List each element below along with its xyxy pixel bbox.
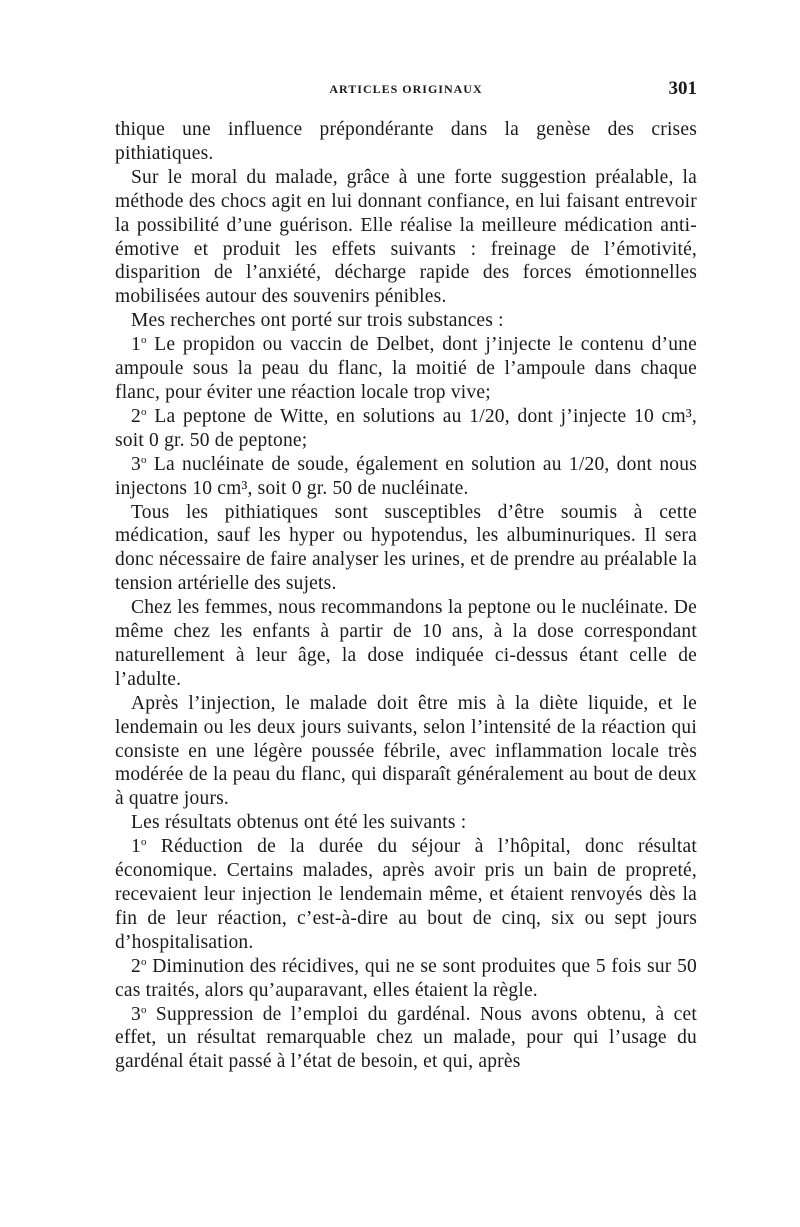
ordinal-suffix: o [140,955,147,968]
item-number: 2 [131,955,141,977]
ordinal-suffix: o [140,1003,147,1016]
paragraph-text: thique une influence prépondérante dans la genèse des crises pithiatiques. [115,119,697,164]
paragraph [115,692,697,812]
paragraph-text: Après l’injection, le malade doit être mis à la diète liquide, et le lendemain ou les deux jours suivants, selon l’intensité de la réaction qui consiste en une légère poussée fébrile, avec inflammation locale très modérée de la peau du flanc, qui disparaît généralement au bout de deux à quatre jours. [115,692,697,810]
ordinal-suffix: o [140,405,147,418]
paragraph [115,166,697,309]
paragraph [115,811,697,835]
paragraph-text: Chez les femmes, nous recommandons la peptone ou le nucléinate. De même chez les enfants à partir de 10 ans, à la dose correspondant naturellement à leur âge, la dose indiquée ci-dessus étant celle de l’adulte. [115,597,697,690]
numbered-paragraph [115,835,697,955]
running-title: ARTICLES ORIGINAUX [329,82,483,96]
paragraph [115,118,697,166]
paragraph-text: Le propidon ou vaccin de Delbet, dont j’injecte le contenu d’une ampoule sous la peau du flanc, la moitié de l’ampoule dans chaque flanc, pour éviter une réaction locale trop vive; [115,334,697,403]
paragraph [115,309,697,333]
item-number: 1 [131,836,141,858]
numbered-paragraph [115,453,697,501]
paragraph-text: Sur le moral du malade, grâce à une forte suggestion préalable, la méthode des chocs agit en lui donnant confiance, en lui faisant entrevoir la possibilité d’une guérison. Elle réalise la meilleure médication anti-émotive et produit les effets suivants : freinage de l’émotivité, disparition de l’anxiété, décharge rapide des forces émotionnelles mobilisées autour des souvenirs pénibles. [115,166,697,308]
paragraph-text: Mes recherches ont porté sur trois substances : [131,310,504,332]
ordinal-suffix: o [140,453,147,466]
paragraph [115,596,697,692]
item-number: 1 [131,334,141,356]
numbered-paragraph [115,405,697,453]
numbered-paragraph [115,333,697,405]
paragraph-text: La nucléinate de soude, également en solution au 1/20, dont nous injectons 10 cm³, soit 0 gr. 50 de nucléinate. [115,453,697,499]
paragraph [115,501,697,597]
page-number: 301 [668,78,697,99]
item-number: 3 [131,1003,141,1025]
paragraph-text: Les résultats obtenus ont été les suivants : [131,812,467,834]
ordinal-suffix: o [140,836,147,849]
ordinal-suffix: o [140,334,147,347]
numbered-paragraph [115,955,697,1003]
paragraph-text: La peptone de Witte, en solutions au 1/20, dont j’injecte 10 cm³, soit 0 gr. 50 de peptone; [115,405,697,451]
running-head [115,78,697,102]
item-number: 3 [131,453,141,475]
numbered-paragraph [115,1003,697,1075]
paragraph-text: Diminution des récidives, qui ne se sont produites que 5 fois sur 50 cas traités, alors qu’auparavant, elles étaient la règle. [115,955,697,1001]
paragraph-text: Réduction de la durée du séjour à l’hôpital, donc résultat économique. Certains malades, après avoir pris un bain de propreté, recevaient leur injection le lendemain même, et étaient renvoyés dès la fin de leur réaction, c’est-à-dire au bout de cinq, six ou sept jours d’hospitalisation. [115,836,697,953]
body-text [115,118,697,1074]
paragraph-text: Suppression de l’emploi du gardénal. Nous avons obtenu, à cet effet, un résultat remarquable chez un malade, pour qui l’usage du gardénal était passé à l’état de besoin, et qui, après [115,1003,697,1073]
paragraph-text: Tous les pithiatiques sont susceptibles d’être soumis à cette médication, sauf les hyper ou hypotendus, les albuminuriques. Il sera donc nécessaire de faire analyser les urines, et de prendre au préalable la tension artérielle des sujets. [115,501,697,595]
item-number: 2 [131,405,141,427]
